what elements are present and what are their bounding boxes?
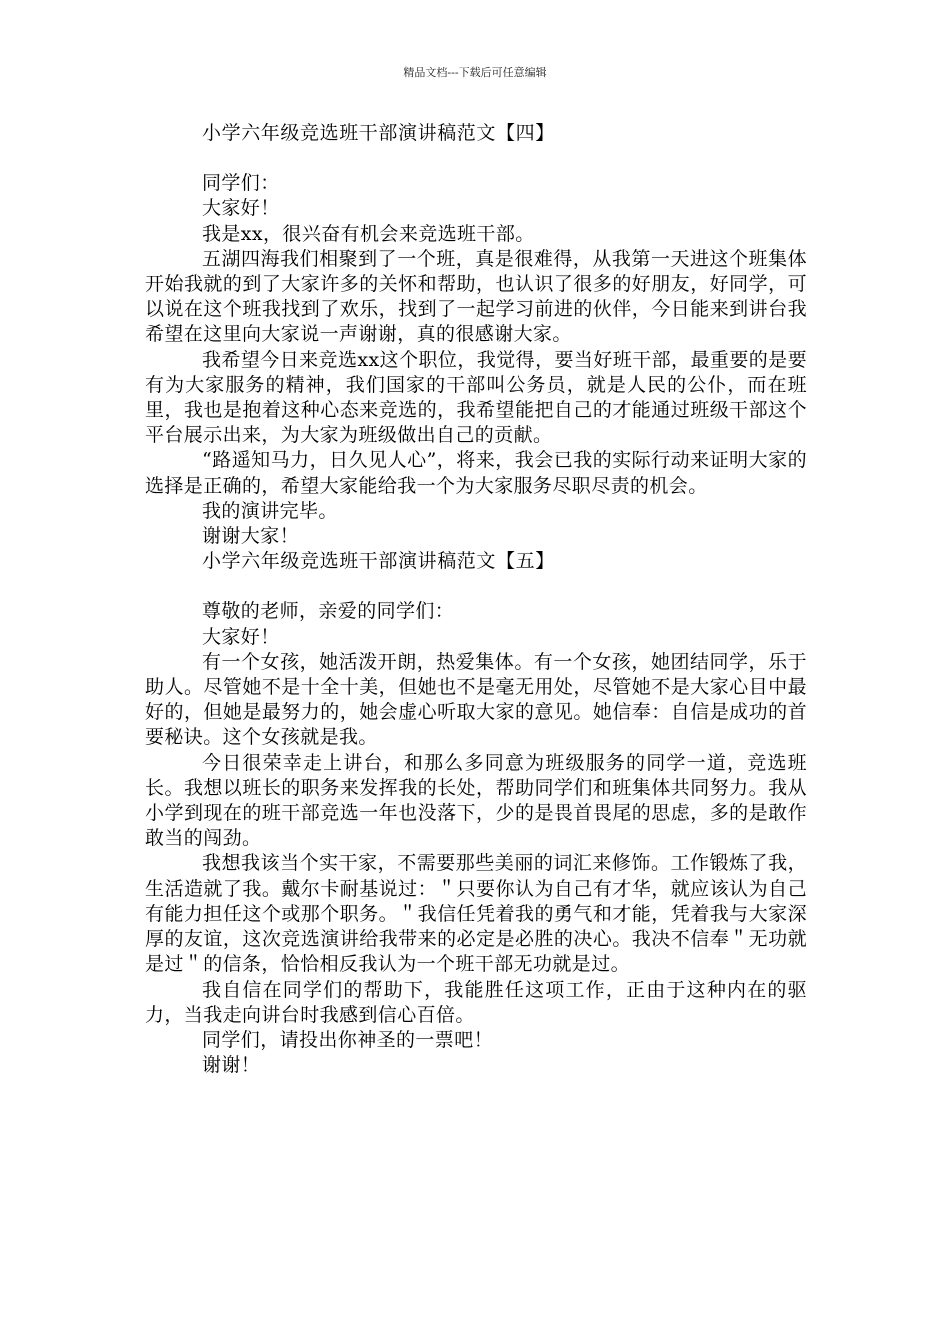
paragraph: 我自信在同学们的帮助下，我能胜任这项工作，正由于这种内在的驱力，当我走向讲台时我感到信心百倍。 [145,978,807,1026]
paragraph: 有一个女孩，她活泼开朗，热爱集体。有一个女孩，她团结同学，乐于助人。尽管她不是十全十美，但她也不是毫无用处，尽管她不是大家心目中最好的，但她是最努力的，她会虚心听取大家的意见。她信奉：自信是成功的首要秘诀。这个女孩就是我。 [145,650,807,749]
paragraph: 我想我该当个实干家，不需要那些美丽的词汇来修饰。工作锻炼了我，生活造就了我。戴尔卡耐基说过：＂只要你认为自己有才华，就应该认为自己有能力担任这个或那个职务。＂我信任凭着我的勇气和才能，凭着我与大家深厚的友谊，这次竞选演讲给我带来的必定是必胜的决心。我决不信奉＂无功就是过＂的信条，恰恰相反我认为一个班干部无功就是过。 [145,852,807,976]
greeting: 大家好！ [202,197,280,220]
spacer [145,574,807,599]
salutation: 尊敬的老师，亲爱的同学们： [202,600,455,623]
spacer [145,146,807,171]
closing-line: 我的演讲完毕。 [202,499,338,522]
document-body [145,121,807,1078]
section-title: 小学六年级竞选班干部演讲稿范文【五】 [202,550,555,573]
greeting: 大家好！ [202,625,280,648]
page-header: 精品文档---下载后可任意编辑 [403,66,547,79]
paragraph: 今日很荣幸走上讲台，和那么多同意为班级服务的同学一道，竞选班长。我想以班长的职务来发挥我的长处，帮助同学们和班集体共同努力。我从小学到现在的班干部竞选一年也没落下，少的是畏首畏尾的思虑，多的是敢作敢当的闯劲。 [145,751,807,850]
section-title: 小学六年级竞选班干部演讲稿范文【四】 [202,122,555,144]
paragraph: “路遥知马力，日久见人心”，将来，我会已我的实际行动来证明大家的选择是正确的，希望大家能给我一个为大家服务尽职尽责的机会。 [145,449,807,497]
closing-thanks: 谢谢！ [202,1054,261,1077]
salutation: 同学们： [202,172,280,195]
paragraph: 五湖四海我们相聚到了一个班，真是很难得，从我第一天进这个班集体开始我就的到了大家许多的关怀和帮助，也认识了很多的好朋友，好同学，可以说在这个班我找到了欢乐，找到了一起学习前进的伙伴，今日能来到讲台我希望在这里向大家说一声谢谢，真的很感谢大家。 [145,247,807,346]
paragraph: 我是xx，很兴奋有机会来竞选班干部。 [202,222,535,245]
paragraph: 我希望今日来竞选xx这个职位，我觉得，要当好班干部，最重要的是要有为大家服务的精神，我们国家的干部叫公务员，就是人民的公仆，而在班里，我也是抱着这种心态来竞选的，我希望能把自己的才能通过班级干部这个平台展示出来，为大家为班级做出自己的贡献。 [145,348,807,447]
closing-line: 同学们，请投出你神圣的一票吧！ [202,1028,494,1051]
closing-thanks: 谢谢大家！ [202,525,300,548]
